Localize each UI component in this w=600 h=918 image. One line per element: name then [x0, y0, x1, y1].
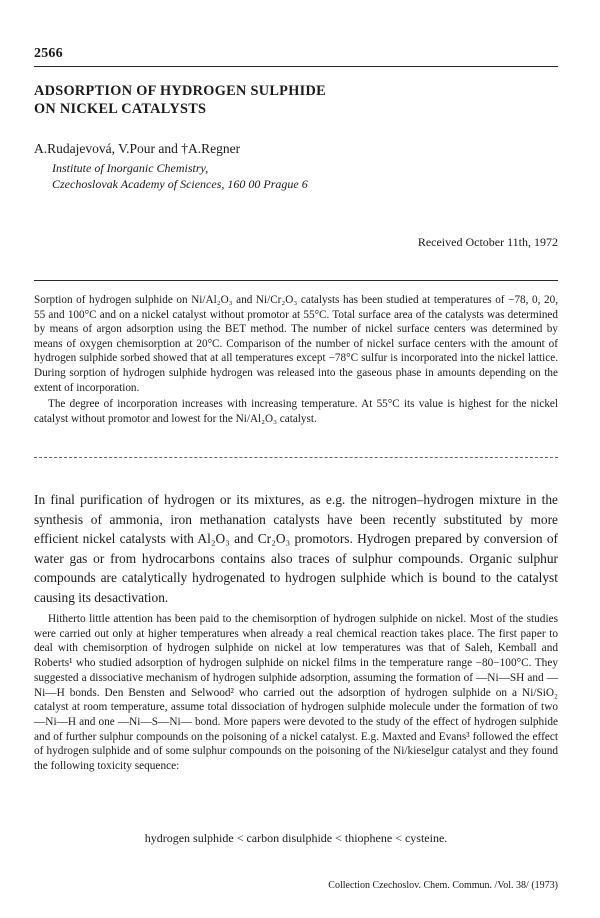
abstract-paragraph-1: Sorption of hydrogen sulphide on Ni/Al₂O₃ and Ni/Cr₂O₃ catalysts has been studied at temperatures of −78, 0, 20, 55 and 100°C and on a nickel catalyst without promotor at 55°C. Total surface area of the catalysts was determined by means of argon adsorption using the BET method. The number of nickel surface centers was determined by means of oxygen chemisorption at 20°C. Comparison of the number of nickel surface centers with the amount of hydrogen sulphide sorbed showed that at all temperatures except −78°C sulfur is incorporated into the nickel lattice. During sorption of hydrogen sulphide hydrogen was released into the gaseous phase in amounts depending on the extent of incorporation. [34, 294, 558, 394]
affiliation [52, 160, 308, 192]
lead-paragraph [34, 490, 558, 608]
title-line-2: ON NICKEL CATALYSTS [34, 101, 207, 117]
affiliation-line-1: Institute of Inorganic Chemistry, [52, 161, 209, 175]
article-title [34, 82, 326, 118]
journal-footer: Collection Czechoslov. Chem. Commun. /Vol. 38/ (1973) [328, 880, 558, 891]
lead-paragraph-text: In final purification of hydrogen or its mixtures, as e.g. the nitrogen–hydrogen mixture in the synthesis of ammonia, iron methanation catalysts have been recently substituted by more efficient nickel catalysts with Al₂O₃ and Cr₂O₃ promotors. Hydrogen prepared by conversion of water gas or from hydrocarbons contains also traces of sulphur compounds. Organic sulphur compounds are catalytically hydrogenated to hydrogen sulphide which is bound to the catalyst causing its desactivation. [34, 492, 558, 605]
authors: A.Rudajevová, V.Pour and †A.Regner [34, 141, 241, 156]
body-text [34, 612, 558, 774]
header-rule [34, 66, 558, 67]
abstract-paragraph-2: The degree of incorporation increases with increasing temperature. At 55°C its value is highest for the nickel catalyst without promotor and lowest for the Ni/Al₂O₃ catalyst. [34, 398, 558, 425]
affiliation-line-2: Czechoslovak Academy of Sciences, 160 00 Prague 6 [52, 177, 308, 191]
abstract-top-rule [34, 280, 558, 281]
abstract [34, 293, 558, 426]
page-number: 2566 [34, 46, 63, 61]
title-line-1: ADSORPTION OF HYDROGEN SULPHIDE [34, 83, 326, 99]
body-paragraph: Hitherto little attention has been paid to the chemisorption of hydrogen sulphide on nickel. Most of the studies were carried out only at higher temperatures when already a real chemical reaction takes place. The first paper to deal with chemisorption of hydrogen sulphide on nickel at low temperatures was that of Saleh, Kemball and Roberts¹ who studied adsorption of hydrogen sulphide on nickel films in the temperature range −80−100°C. They suggested a dissociative mechanism of hydrogen sulphide adsorption, assuming the formation of —Ni—SH and —Ni—H bonds. Den Bensten and Selwood² who carried out the adsorption of hydrogen sulphide on a Ni/SiO₂ catalyst at room temperature, assume total dissociation of hydrogen sulphide molecule under the formation of two —Ni—H and one —Ni—S—Ni— bond. More papers were devoted to the study of the effect of hydrogen sulphide and of further sulphur compounds on the poisoning of a nickel catalyst. E.g. Maxted and Evans³ followed the effect of hydrogen sulphide and of some sulphur compounds on the poisoning of the Ni/kieselgur catalyst and they found the following toxicity sequence: [34, 613, 558, 773]
abstract-bottom-rule [34, 457, 558, 458]
received-date: Received October 11th, 1972 [417, 235, 558, 249]
journal-page [34, 0, 558, 918]
toxicity-sequence: hydrogen sulphide < carbon disulphide < thiophene < cysteine. [144, 831, 448, 845]
